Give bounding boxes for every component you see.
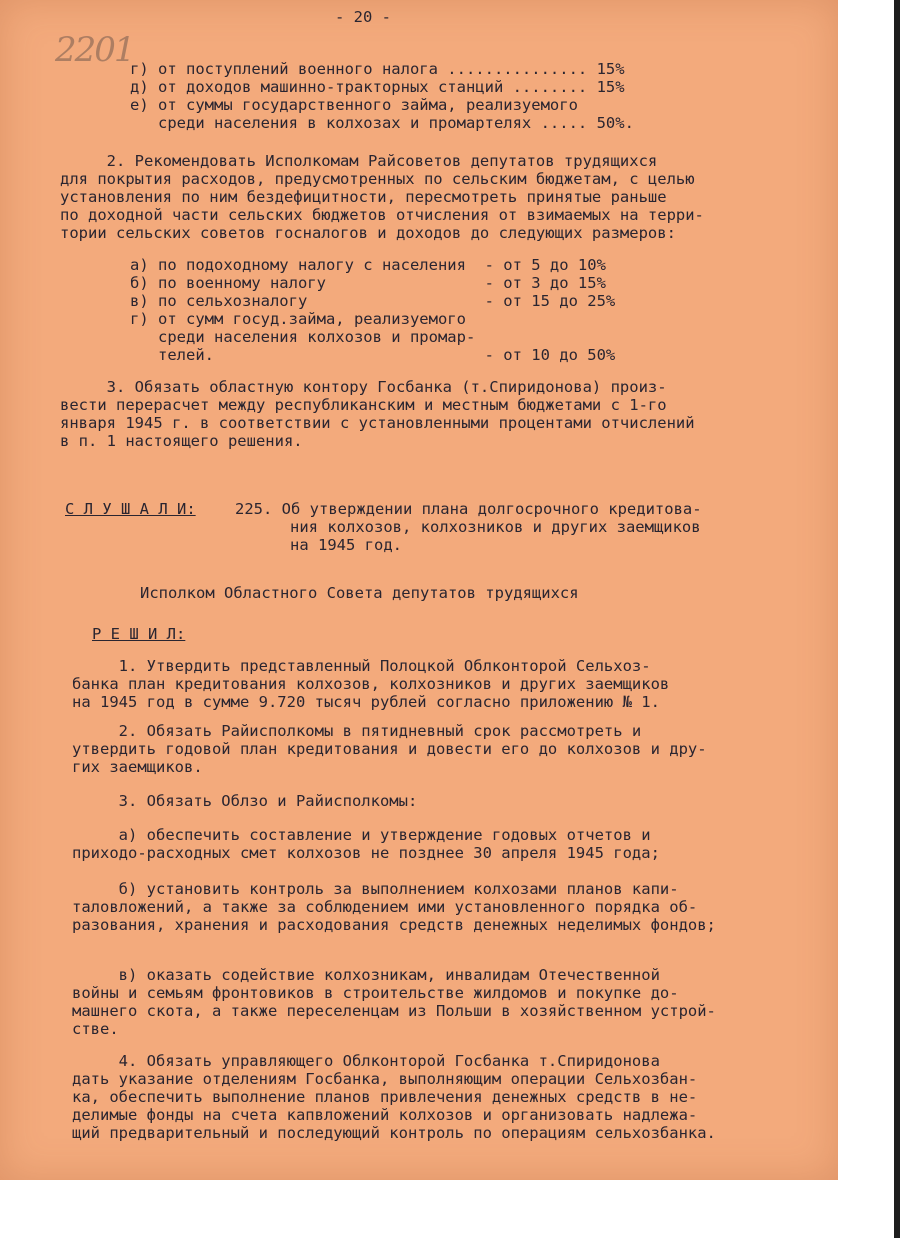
text-line: г) от сумм госуд.займа, реализуемого: [130, 310, 466, 328]
text-line: 2. Обязать Райисполкомы в пятидневный срок рассмотреть и: [72, 722, 642, 740]
text-line: ка, обеспечить выполнение планов привлечения денежных средств в не-: [72, 1088, 698, 1106]
text-line: 225. Об утверждении плана долгосрочного кредитова-: [235, 500, 702, 518]
text-line: января 1945 г. в соответствии с установленными процентами отчислений: [60, 414, 695, 432]
text-line: 3. Обязать областную контору Госбанка (т.Спиридонова) произ-: [60, 378, 667, 396]
text-line: гих заемщиков.: [72, 758, 203, 776]
text-line: среди населения в колхозах и промартелях ..... 50%.: [130, 114, 634, 132]
text-line: 4. Обязать управляющего Облконторой Госбанка т.Спиридонова: [72, 1052, 660, 1070]
text-line: разования, хранения и расходования средств денежных неделимых фондов;: [72, 916, 716, 934]
text-line: установления по ним бездефицитности, пересмотреть принятые раньше: [60, 188, 667, 206]
scan-edge: [894, 0, 900, 1238]
handwritten-archive-number: 2201: [55, 30, 134, 70]
heard-heading: С Л У Ш А Л И:: [65, 500, 196, 518]
text-line: телей. - от 10 до 50%: [130, 346, 616, 364]
text-line: в) оказать содействие колхозникам, инвалидам Отечественной: [72, 966, 660, 984]
text-line: делимые фонды на счета капвложений колхозов и организовать надлежа-: [72, 1106, 698, 1124]
text-line: в) по сельхозналогу - от 15 до 25%: [130, 292, 616, 310]
text-line: дать указание отделениям Госбанка, выполняющим операции Сельхозбан-: [72, 1070, 698, 1088]
text-line: г) от поступлений военного налога ............... 15%: [130, 60, 625, 78]
text-line: войны и семьям фронтовиков в строительстве жилдомов и покупке до-: [72, 984, 679, 1002]
text-line: приходо-расходных смет колхозов не позднее 30 апреля 1945 года;: [72, 844, 660, 862]
text-line: 2. Рекомендовать Исполкомам Райсоветов депутатов трудящихся: [60, 152, 658, 170]
text-line: ния колхозов, колхозников и других заемщиков: [290, 518, 701, 536]
text-line: среди населения колхозов и промар-: [130, 328, 476, 346]
text-line: стве.: [72, 1020, 119, 1038]
page-number: - 20 -: [335, 8, 391, 26]
text-line: д) от доходов машинно-тракторных станций ........ 15%: [130, 78, 625, 96]
text-line: таловложений, а также за соблюдением ими установленного порядка об-: [72, 898, 698, 916]
text-line: а) по подоходному налогу с населения - от 5 до 10%: [130, 256, 606, 274]
text-line: 3. Обязать Облзо и Райисполкомы:: [72, 792, 418, 810]
decided-heading: Р Е Ш И Л:: [92, 625, 186, 643]
text-line: машнего скота, а также переселенцам из Польши в хозяйственном устрой-: [72, 1002, 716, 1020]
text-line: б) по военному налогу - от 3 до 15%: [130, 274, 606, 292]
text-line: вести перерасчет между республиканским и местным бюджетами с 1-го: [60, 396, 667, 414]
text-line: по доходной части сельских бюджетов отчисления от взимаемых на терри-: [60, 206, 704, 224]
text-line: на 1945 год в сумме 9.720 тысяч рублей согласно приложению № 1.: [72, 693, 660, 711]
text-line: банка план кредитования колхозов, колхозников и других заемщиков: [72, 675, 670, 693]
text-line: б) установить контроль за выполнением колхозами планов капи-: [72, 880, 679, 898]
text-line: е) от суммы государственного займа, реализуемого: [130, 96, 578, 114]
text-line: в п. 1 настоящего решения.: [60, 432, 303, 450]
text-line: Исполком Областного Совета депутатов трудящихся: [140, 584, 579, 602]
text-line: для покрытия расходов, предусмотренных по сельским бюджетам, с целью: [60, 170, 695, 188]
text-line: утвердить годовой план кредитования и довести его до колхозов и дру-: [72, 740, 707, 758]
text-line: на 1945 год.: [290, 536, 402, 554]
text-line: 1. Утвердить представленный Полоцкой Облконторой Сельхоз-: [72, 657, 651, 675]
text-line: тории сельских советов госналогов и доходов до следующих размеров:: [60, 224, 676, 242]
text-line: щий предварительный и последующий контроль по операциям сельхозбанка.: [72, 1124, 716, 1142]
text-line: а) обеспечить составление и утверждение годовых отчетов и: [72, 826, 651, 844]
